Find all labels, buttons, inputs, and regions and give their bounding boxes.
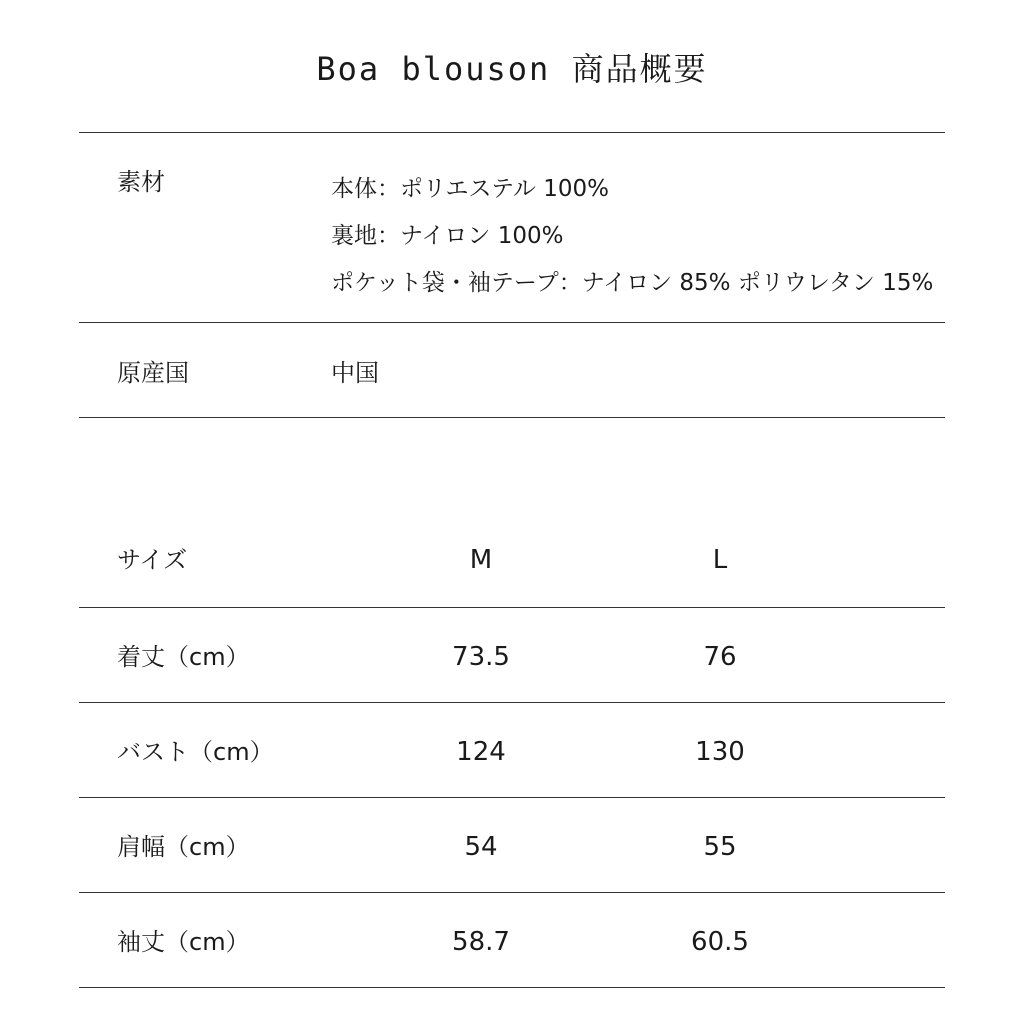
page-title: Boa blouson 商品概要 [316,50,708,88]
size-header-l: L [712,545,728,575]
divider [79,892,945,893]
size-header-m: M [469,545,493,575]
material-value [331,166,933,307]
material-label: 素材 [117,168,165,196]
divider [79,797,945,798]
row-value-sleeve-m: 58.7 [452,927,510,957]
divider [79,322,945,323]
row-value-sleeve-l: 60.5 [691,927,749,957]
row-value-length-l: 76 [703,642,737,672]
row-value-bust-m: 124 [456,737,506,767]
size-header-label: サイズ [117,546,188,574]
divider [79,417,945,418]
divider [79,702,945,703]
row-value-shoulder-l: 55 [703,832,737,862]
material-line: ポケット袋・袖テープ：ナイロン 85% ポリウレタン 15% [331,270,934,296]
material-line: 本体：ポリエステル 100% [331,176,609,202]
divider [79,987,945,988]
row-value-bust-l: 130 [695,737,745,767]
origin-label: 原産国 [117,359,189,387]
row-label-bust: バスト（cm） [117,738,274,766]
origin-value: 中国 [331,359,379,387]
material-line: 裏地：ナイロン 100% [331,223,564,249]
row-label-shoulder: 肩幅（cm） [117,833,250,861]
divider [79,132,945,133]
row-value-length-m: 73.5 [452,642,510,672]
row-label-length: 着丈（cm） [117,643,250,671]
row-label-sleeve: 袖丈（cm） [117,928,250,956]
row-value-shoulder-m: 54 [464,832,498,862]
divider [79,607,945,608]
